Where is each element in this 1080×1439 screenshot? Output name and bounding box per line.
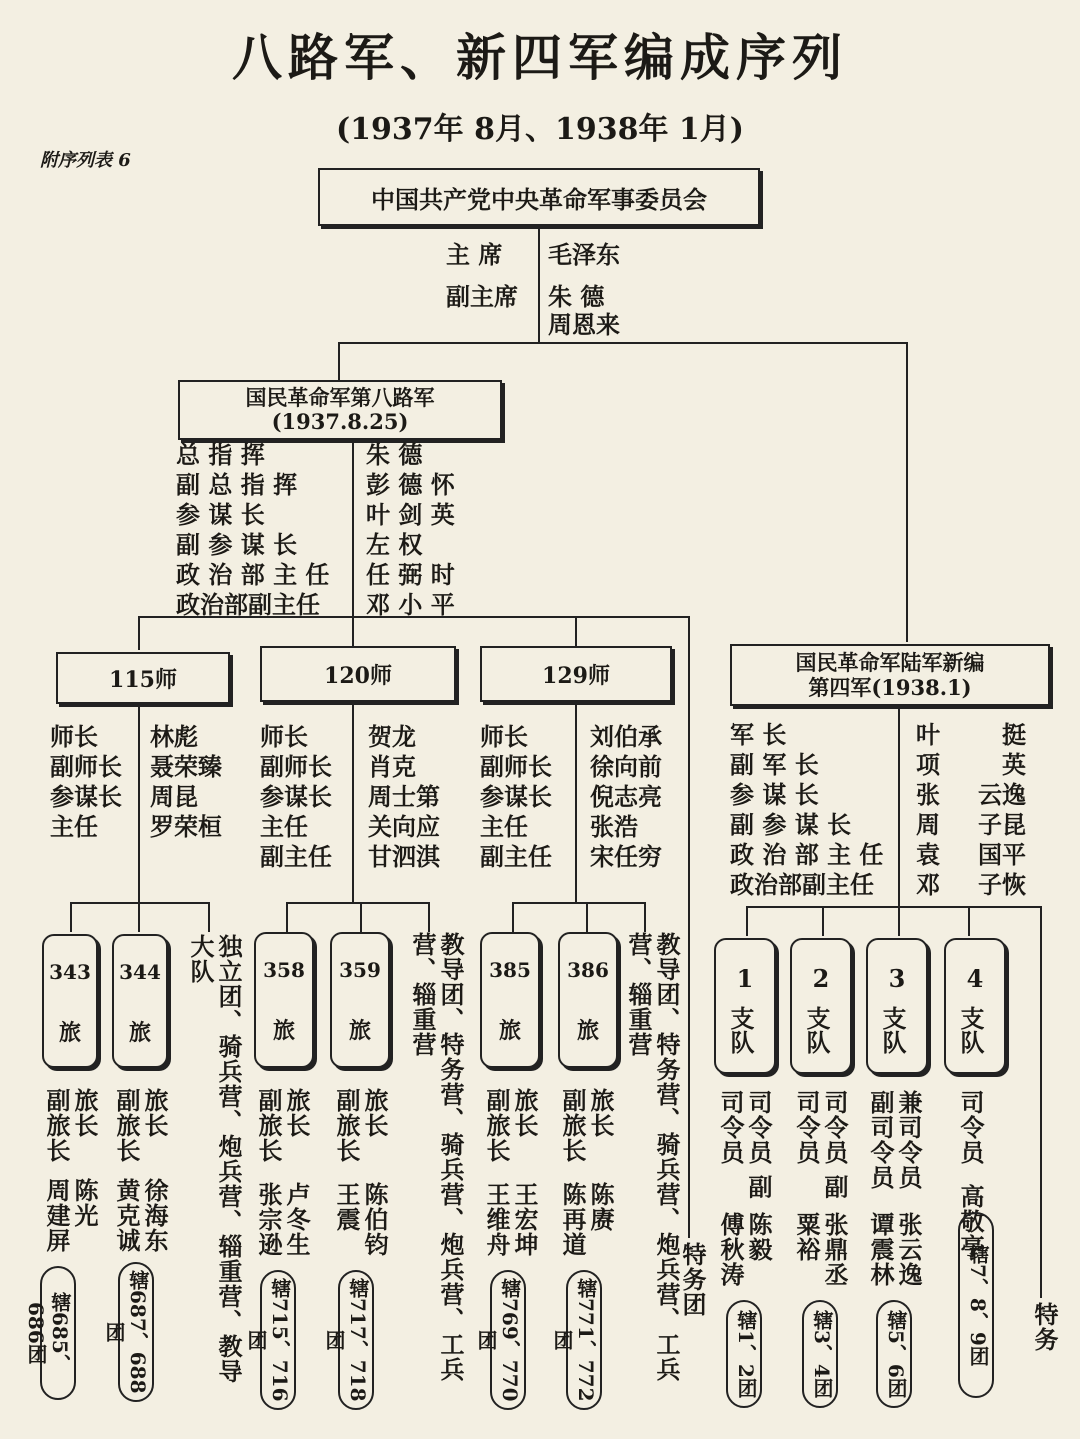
- x115-drop: [208, 902, 210, 932]
- div115-drop: [138, 616, 140, 650]
- div-person: 周昆: [150, 782, 198, 811]
- division-115-persons: [150, 722, 222, 842]
- d4-drop: [968, 906, 970, 936]
- div-person: 关向应: [368, 812, 440, 841]
- div-person: 肖克: [368, 752, 416, 781]
- x129-drop: [644, 902, 646, 932]
- n4-name-line1: 国民革命军陆军新编: [795, 650, 985, 675]
- detachment-2-roles: 司令员 副司令员: [792, 1090, 849, 1200]
- n4-person-given: 子恢: [978, 870, 1026, 899]
- eighth-person: 邓 小 平: [366, 590, 455, 619]
- n4-drop: [906, 342, 908, 642]
- detachment-4-regiments: 辖7、8、9团: [958, 1212, 994, 1398]
- div-person: 周士第: [368, 782, 440, 811]
- div-role: 师长: [260, 722, 308, 751]
- div115-stem: [138, 704, 140, 902]
- brigade-385-regiments: 辖769、770团: [490, 1270, 526, 1410]
- cmc-person-2: 朱 德: [548, 282, 605, 311]
- special-regiment: 特务团: [678, 1242, 707, 1317]
- brigade-386-regiments: 辖771、772团: [566, 1270, 602, 1410]
- cmc-person-3: 周恩来: [548, 310, 620, 339]
- eighth-role: 总 指 挥: [176, 440, 265, 469]
- division-115-support-units: 独立团、骑兵营、炮兵营、辎重营、教导大队: [186, 934, 243, 1384]
- div-person: 徐向前: [590, 752, 662, 781]
- n4-role: 副 军 长: [730, 750, 819, 779]
- eighth-person: 朱 德: [366, 440, 423, 469]
- detachment-unit: 支队: [956, 1006, 985, 1054]
- brigade-344-persons: 徐海东 黄克诚: [112, 1178, 169, 1253]
- eighth-drop: [338, 342, 340, 380]
- n4-person-given: 挺: [1002, 720, 1026, 749]
- brigade-385-roles: 旅长 副旅长: [482, 1088, 539, 1163]
- brigade-343-roles: 旅长 副旅长: [42, 1088, 99, 1163]
- division-129-roles: [480, 722, 552, 872]
- eighth-stem: [352, 604, 354, 616]
- n4-role: 军 长: [730, 720, 787, 749]
- brigade-358-regiments: 辖715、716团: [260, 1270, 296, 1410]
- brigade-385-box: [480, 932, 540, 1068]
- division-120-persons: [368, 722, 440, 872]
- div129-drop: [575, 616, 577, 650]
- eighth-role: 副 总 指 挥: [176, 470, 298, 499]
- detachment-3-regiments: 辖5、6团: [876, 1300, 912, 1408]
- div-person: 甘泗淇: [368, 842, 440, 871]
- div115-hline: [70, 902, 210, 904]
- brigade-unit: 旅: [498, 1018, 521, 1044]
- eighth-person: 彭 德 怀: [366, 470, 455, 499]
- n4-roles: [730, 720, 883, 900]
- new-fourth-army-box: [730, 644, 1050, 706]
- eighth-role: 参 谋 长: [176, 500, 265, 529]
- eighth-role: 政治部副主任: [176, 590, 320, 619]
- b385-drop: [512, 902, 514, 932]
- n4-person-surname: 周: [916, 810, 940, 839]
- n4-role: 副 参 谋 长: [730, 810, 852, 839]
- b344-drop: [138, 902, 140, 932]
- div-role: 主任: [480, 812, 528, 841]
- div120-stem: [352, 704, 354, 902]
- brigade-358-persons: 卢冬生 张宗逊: [254, 1182, 311, 1257]
- div-role: 参谋长: [260, 782, 332, 811]
- n4-person-given: 英: [1002, 750, 1026, 779]
- detachment-2-box: [790, 938, 852, 1074]
- detachment-1-box: [714, 938, 776, 1074]
- n4-persons-a: [916, 720, 940, 900]
- cmc-name: 中国共产党中央革命军事委员会: [371, 184, 707, 214]
- div120-drop: [352, 616, 354, 650]
- div-role: 副主任: [480, 842, 552, 871]
- cmc-role-vice: 副主席: [446, 282, 518, 311]
- div-person: 宋任穷: [590, 842, 662, 871]
- div-person: 倪志亮: [590, 782, 662, 811]
- brigade-359-roles: 旅长 副旅长: [332, 1088, 389, 1163]
- detachment-number: 2: [812, 964, 830, 993]
- detachment-unit: 支队: [802, 1006, 831, 1054]
- detachment-1-regiments: 辖1、2团: [726, 1300, 762, 1408]
- n4-name-line2: 第四军(1938.1): [808, 675, 972, 700]
- eighth-roles: [176, 440, 329, 620]
- n4-person-surname: 张: [916, 780, 940, 809]
- n4-person-surname: 叶: [916, 720, 940, 749]
- brigade-343-persons: 陈光 周建屏: [42, 1178, 99, 1253]
- div-role: 副师长: [50, 752, 122, 781]
- detachment-1-persons: 陈毅 傅秋涛: [716, 1212, 773, 1287]
- div-role: 师长: [480, 722, 528, 751]
- d3-drop: [898, 906, 900, 936]
- brigade-359-box: [330, 932, 390, 1068]
- brigade-343-regiments: 辖685、686团: [40, 1266, 76, 1400]
- detachment-4-persons: 高敬亭: [956, 1184, 985, 1259]
- detachment-4-roles: 司令员: [956, 1090, 985, 1165]
- detachment-unit: 支队: [726, 1006, 755, 1054]
- div-role: 师长: [50, 722, 98, 751]
- d1-drop: [746, 906, 748, 936]
- brigade-unit: 旅: [576, 1018, 599, 1044]
- brigade-343-box: [42, 934, 98, 1068]
- n4-person-given: 云逸: [978, 780, 1026, 809]
- brigade-unit: 旅: [348, 1018, 371, 1044]
- eighth-person: 叶 剑 英: [366, 500, 455, 529]
- div129-hline: [512, 902, 646, 904]
- detachment-number: 4: [966, 964, 984, 993]
- detachment-2-regiments: 辖3、4团: [802, 1300, 838, 1408]
- n4-role: 政 治 部 主 任: [730, 840, 884, 869]
- n4-person-surname: 邓: [916, 870, 940, 899]
- page-title: 八路军、新四军编成序列: [232, 28, 848, 87]
- detachment-2-persons: 张鼎丞 粟裕: [792, 1212, 849, 1287]
- page-subtitle: (1937年 8月、1938年 1月): [335, 112, 745, 147]
- div-role: 副师长: [260, 752, 332, 781]
- brigade-358-roles: 旅长 副旅长: [254, 1088, 311, 1163]
- b343-drop: [70, 902, 72, 932]
- detachment-4-box: [944, 938, 1006, 1074]
- cmc-person-1: 毛泽东: [548, 240, 620, 269]
- brigade-344-box: [112, 934, 168, 1068]
- div-person: 林彪: [150, 722, 198, 751]
- div-role: 参谋长: [480, 782, 552, 811]
- n4-person-surname: 项: [916, 750, 940, 779]
- eighth-route-army-box: [178, 380, 502, 440]
- d2-drop: [822, 906, 824, 936]
- division-129-name: 129师: [542, 662, 610, 689]
- brigade-359-regiments: 辖717、718团: [338, 1270, 374, 1410]
- div-role: 副主任: [260, 842, 332, 871]
- n4-person-surname: 袁: [916, 840, 940, 869]
- division-120-roles: [260, 722, 332, 872]
- n4-persons-b: [966, 720, 1026, 900]
- brigade-unit: 旅: [58, 1020, 81, 1046]
- detachment-3-box: [866, 938, 928, 1074]
- n4-hline: [746, 906, 1042, 908]
- div-role: 参谋长: [50, 782, 122, 811]
- b359-drop: [360, 902, 362, 932]
- n4-person-given: 子昆: [978, 810, 1026, 839]
- detachment-number: 3: [888, 964, 906, 993]
- division-120-box: [260, 646, 456, 702]
- div-person: 罗荣桓: [150, 812, 222, 841]
- div-person: 刘伯承: [590, 722, 662, 751]
- detachment-1-roles: 司令员 副司令员: [716, 1090, 773, 1200]
- brigade-344-regiments: 辖687、688团: [118, 1262, 154, 1402]
- eighth-role: 政 治 部 主 任: [176, 560, 330, 589]
- div-role: 副师长: [480, 752, 552, 781]
- detachment-3-roles: 兼司令员 副司令员: [866, 1090, 923, 1190]
- brigade-number: 359: [339, 958, 381, 982]
- div-person: 聂荣臻: [150, 752, 222, 781]
- x120-drop: [428, 902, 430, 932]
- brigade-386-persons: 陈赓 陈再道: [558, 1182, 615, 1257]
- brigade-number: 386: [567, 958, 609, 982]
- division-115-roles: [50, 722, 122, 842]
- top-hline: [338, 342, 906, 344]
- b386-drop: [586, 902, 588, 932]
- brigade-358-box: [254, 932, 314, 1068]
- n4-special-unit: 特务: [1030, 1302, 1059, 1352]
- div120-hline: [286, 902, 430, 904]
- eighth-name: 国民革命军第八路军: [245, 385, 435, 410]
- division-120-support-units: 教导团、特务营、骑兵营、炮兵营、工兵营、辎重营: [408, 932, 465, 1382]
- n4-role: 参 谋 长: [730, 780, 819, 809]
- cmc-box: [318, 168, 760, 226]
- detachment-3-persons: 张云逸 谭震林: [866, 1212, 923, 1287]
- brigade-number: 343: [49, 960, 91, 984]
- brigade-344-roles: 旅长 副旅长: [112, 1088, 169, 1163]
- div129-stem: [575, 704, 577, 902]
- detachment-unit: 支队: [878, 1006, 907, 1054]
- brigade-unit: 旅: [272, 1018, 295, 1044]
- special-regiment-drop: [688, 616, 690, 1238]
- brigade-number: 344: [119, 960, 161, 984]
- div-role: 主任: [260, 812, 308, 841]
- side-label: 附序列表 6: [40, 150, 131, 171]
- division-115-box: [56, 652, 230, 704]
- brigade-number: 358: [263, 958, 305, 982]
- cmc-stem: [538, 226, 540, 342]
- eighth-role: 副 参 谋 长: [176, 530, 298, 559]
- division-129-persons: [590, 722, 662, 872]
- division-129-support-units: 教导团、特务营、骑兵营、炮兵营、工兵营、辎重营: [624, 932, 681, 1382]
- brigade-unit: 旅: [128, 1020, 151, 1046]
- n4-role: 政治部副主任: [730, 870, 874, 899]
- brigade-386-roles: 旅长 副旅长: [558, 1088, 615, 1163]
- div-person: 张浩: [590, 812, 638, 841]
- brigade-359-persons: 陈伯钧 王震: [332, 1182, 389, 1257]
- division-120-name: 120师: [324, 662, 392, 689]
- n4-divider: [898, 706, 900, 906]
- division-129-box: [480, 646, 672, 702]
- eighth-person: 任 弼 时: [366, 560, 455, 589]
- eighth-person: 左 权: [366, 530, 423, 559]
- cmc-role-chair: 主 席: [446, 240, 503, 269]
- b358-drop: [286, 902, 288, 932]
- n4-person-given: 国平: [978, 840, 1026, 869]
- eighth-divider: [352, 436, 354, 604]
- division-115-name: 115师: [109, 666, 177, 693]
- brigade-number: 385: [489, 958, 531, 982]
- detachment-number: 1: [736, 964, 754, 993]
- brigade-385-persons: 王宏坤 王维舟: [482, 1182, 539, 1257]
- eighth-date: (1937.8.25): [271, 409, 409, 434]
- div-role: 主任: [50, 812, 98, 841]
- eighth-persons: [366, 440, 455, 620]
- n4-special-drop: [1040, 906, 1042, 1298]
- div-person: 贺龙: [368, 722, 416, 751]
- brigade-386-box: [558, 932, 618, 1068]
